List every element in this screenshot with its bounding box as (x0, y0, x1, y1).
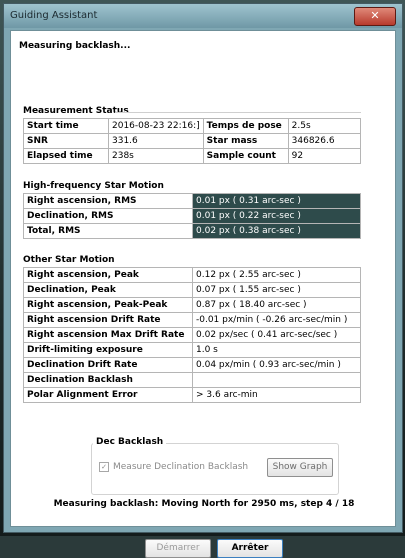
table-row (24, 194, 361, 209)
ra-drift-rate-value: -0.01 px/min ( -0.26 arc-sec/min ) (193, 313, 361, 328)
dec-rms-label: Declination, RMS (24, 209, 193, 224)
stop-button[interactable]: Arrêter (217, 539, 283, 558)
drift-limiting-exposure-value: 1.0 s (193, 343, 361, 358)
star-mass-value: 346826.6 (288, 134, 360, 149)
dec-backlash-label: Declination Backlash (24, 373, 193, 388)
measurement-status-section (23, 106, 361, 164)
progress-message: Measuring backlash: Moving North for 2950 ms, step 4 / 18 (53, 499, 355, 509)
star-mass-label: Star mass (203, 134, 288, 149)
other-motion-section (23, 255, 361, 403)
table-row (24, 268, 361, 283)
other-motion-title: Other Star Motion (23, 255, 115, 265)
ra-peak-value: 0.12 px ( 2.55 arc-sec ) (193, 268, 361, 283)
sample-count-label: Sample count (203, 149, 288, 164)
dec-peak-label: Declination, Peak (24, 283, 193, 298)
snr-value: 331.6 (109, 134, 204, 149)
drift-limiting-exposure-label: Drift-limiting exposure (24, 343, 193, 358)
guiding-assistant-window (3, 3, 403, 553)
dec-drift-rate-value: 0.04 px/min ( 0.93 arc-sec/min ) (193, 358, 361, 373)
start-button[interactable]: Démarrer (145, 539, 211, 558)
dec-rms-value: 0.01 px ( 0.22 arc-sec ) (193, 209, 361, 224)
table-row (24, 388, 361, 403)
ra-peak-label: Right ascension, Peak (24, 268, 193, 283)
table-row (24, 298, 361, 313)
ra-peak-peak-label: Right ascension, Peak-Peak (24, 298, 193, 313)
ra-rms-label: Right ascension, RMS (24, 194, 193, 209)
dec-peak-value: 0.07 px ( 1.55 arc-sec ) (193, 283, 361, 298)
table-row (24, 119, 361, 134)
section-divider (115, 112, 361, 113)
exposure-value: 2.5s (288, 119, 360, 134)
elapsed-time-label: Elapsed time (24, 149, 109, 164)
dec-backlash-group-title: Dec Backlash (93, 437, 166, 447)
measure-dec-backlash-checkbox[interactable] (99, 462, 248, 472)
measurement-status-title: Measurement Status (23, 106, 129, 116)
table-row (24, 343, 361, 358)
table-row (24, 283, 361, 298)
polar-alignment-error-value: > 3.6 arc-min (193, 388, 361, 403)
dec-drift-rate-label: Declination Drift Rate (24, 358, 193, 373)
dialog-client-area (10, 30, 396, 553)
window-title: Guiding Assistant (10, 10, 98, 21)
polar-alignment-error-label: Polar Alignment Error (24, 388, 193, 403)
snr-label: SNR (24, 134, 109, 149)
table-row (24, 328, 361, 343)
high-frequency-section (23, 181, 361, 239)
table-row (24, 134, 361, 149)
table-row (24, 358, 361, 373)
title-bar[interactable] (4, 4, 402, 28)
start-time-label: Start time (24, 119, 109, 134)
status-line: Measuring backlash... (19, 41, 131, 51)
other-motion-table (23, 267, 361, 403)
table-row (24, 209, 361, 224)
ra-max-drift-rate-value: 0.02 px/sec ( 0.41 arc-sec/sec ) (193, 328, 361, 343)
ra-drift-rate-label: Right ascension Drift Rate (24, 313, 193, 328)
table-row (24, 373, 361, 388)
elapsed-time-value: 238s (109, 149, 204, 164)
measure-dec-backlash-label: Measure Declination Backlash (113, 462, 249, 472)
show-graph-button[interactable]: Show Graph (267, 458, 333, 477)
exposure-label: Temps de pose (203, 119, 288, 134)
close-button[interactable] (354, 7, 396, 26)
measurement-status-table (23, 118, 361, 164)
high-frequency-title: High-frequency Star Motion (23, 181, 164, 191)
high-frequency-table (23, 193, 361, 239)
table-row (24, 224, 361, 239)
table-row (24, 313, 361, 328)
sample-count-value: 92 (288, 149, 360, 164)
table-row (24, 149, 361, 164)
start-time-value: 2016-08-23 22:16:] (109, 119, 204, 134)
close-icon: ✕ (370, 9, 380, 22)
checkbox-check-icon: ✓ (99, 462, 109, 472)
ra-rms-value: 0.01 px ( 0.31 arc-sec ) (193, 194, 361, 209)
total-rms-value: 0.02 px ( 0.38 arc-sec ) (193, 224, 361, 239)
ra-max-drift-rate-label: Right ascension Max Drift Rate (24, 328, 193, 343)
dec-backlash-value (193, 373, 361, 388)
total-rms-label: Total, RMS (24, 224, 193, 239)
ra-peak-peak-value: 0.87 px ( 18.40 arc-sec ) (193, 298, 361, 313)
